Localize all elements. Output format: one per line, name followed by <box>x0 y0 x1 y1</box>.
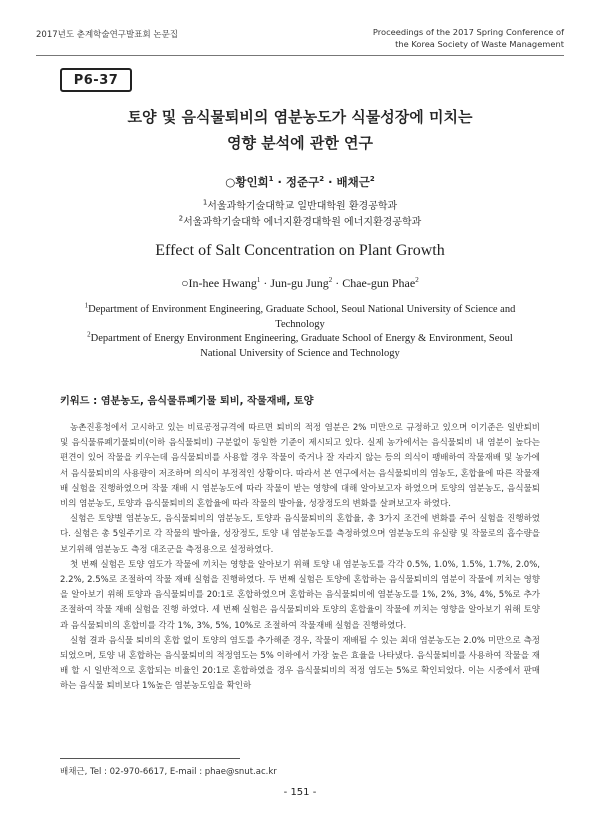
korean-authors <box>0 174 600 190</box>
korean-title-line2: 영향 분석에 관한 연구 <box>226 134 374 152</box>
author-affil-mark: 2 <box>319 175 325 184</box>
footnote-divider <box>60 758 240 759</box>
affil-text: 서울과학기술대학 에너지환경대학원 에너지환경공학과 <box>183 217 422 228</box>
corresponding-author-footnote: 배채근, Tel : 02-970-6617, E-mail : phae@snut.ac.kr <box>60 767 277 777</box>
body-paragraph: 농촌진흥청에서 고시하고 있는 비료공정규격에 따르면 퇴비의 적정 염분은 2% 미만으로 규정하고 있으며 이기준은 일반퇴비 및 음식물류폐기물퇴비(이하 음식물퇴비) 구분없이 동일한 기준이 제시되고 있다. 실제 농가에서는 음식물퇴비 내 염분이 높다는 편견이 있어 작물을 키우는데 음식물퇴비를 사용할 경우 작물이 죽거나 잘 자라지 않는 등의 의식이 팽배하여 작물재배 및 농가에서 음식물퇴비의 사용량이 저조하며 의식이 부정적인 상황이다. 따라서 본 연구에서는 음식물퇴비의 염농도, 혼합율에 따른 작물재배 실험을 진행하였으며 작물 재배 시 염분농도에 따라 작물이 받는 영향에 대해 알아보고자 하였으며 토양의 염분농도, 음식물퇴비의 염분농도, 토양과 음식물퇴비의 혼합율에 따라 작물의 발아율, 성장정도의 변화를 살펴보고자 하였다. <box>60 423 540 510</box>
korean-title-line1: 토양 및 음식물퇴비의 염분농도가 식물성장에 미치는 <box>127 108 473 126</box>
english-authors <box>0 276 600 291</box>
body-paragraph: 실험은 토양별 염분농도, 음식물퇴비의 염분농도, 토양과 음식물퇴비의 혼합율, 총 3가지 조건에 변화를 주어 실험을 진행하였다. 실험은 총 5일주기로 각 작물의 발아율, 성장정도, 토양 내 염분농도를 측정하였으며 염분농도의 유실량 및 작물로의 흡수량을 보기위해 염분농도 측정 대조군을 측정용으로 설정하였다. <box>60 514 540 555</box>
author-name: · Jun-gu Jung <box>260 276 329 290</box>
running-header-right-line1: Proceedings of the 2017 Spring Conference of <box>372 27 564 37</box>
affil-mark: 1 <box>84 301 89 310</box>
author-affil-mark: 1 <box>256 276 261 284</box>
author-name: · Chae-gun Phae <box>332 276 416 290</box>
author-affil-mark: 1 <box>268 175 274 184</box>
author-name: ○황인희 <box>225 175 269 189</box>
english-title: Effect of Salt Concentration on Plant Growth <box>155 242 445 259</box>
running-header-right <box>373 26 564 50</box>
header-divider <box>36 55 564 56</box>
body-paragraph: 첫 번째 실험은 토양 염도가 작물에 끼치는 영향을 알아보기 위해 토양 내 염분농도를 각각 0.5%, 1.0%, 1.5%, 1.7%, 2.0%, 2.2%, 2.5%로 조절하여 작물 재배 실험을 진행하였다. 두 번째 실험은 토양에 혼합하는 음식물퇴비의 염분이 작물에 끼치는 영향을 알아보기 위해 토양과 음식물퇴비를 20:1로 혼합하였으며 혼합하는 음식물퇴비에 염분농도를 1%, 2%, 3%, 4%, 5%로 추가 조절하여 작물 재배 실험을 진행 하였다. 세 번째 실험은 음식물퇴비와 토양의 혼합율이 작물에 끼치는 영향을 알아보기 위해 토양과 음식물퇴비의 혼합비를 각각 1%, 3%, 5%, 10%로 조절하여 작물재배 실험을 진행하였다. <box>60 559 540 631</box>
page-number: - 151 - <box>283 787 317 798</box>
author-affil-mark: 2 <box>415 276 419 284</box>
affil-text: Department of Environment Engineering, Graduate School, Seoul National University of Science and Technology <box>88 304 516 330</box>
author-affil-mark: 2 <box>328 276 333 284</box>
author-name: ○In-hee Hwang <box>181 276 257 290</box>
body-paragraph: 실험 결과 음식물 퇴비의 혼합 없이 토양의 염도를 추가해준 경우, 작물이 재배될 수 있는 최대 염분농도는 2.0% 미만으로 측정되었으며, 토양 내 혼합하는 음식물퇴비의 적정염도는 5% 이하에서 가장 높은 효율을 나타냈다. 음식물퇴비를 사용하여 작물을 재배 할 시 일반적으로 혼합되는 비율인 20:1로 혼합하였을 경우 음식물퇴비의 적정 염도는 5%로 확인되었다. 이는 시중에서 판매하는 음식물 퇴비보다 1%높은 염분농도임을 확인하 <box>60 635 540 692</box>
abstract-body <box>60 421 540 695</box>
affil-mark: 2 <box>178 214 184 223</box>
affil-mark: 2 <box>87 330 91 339</box>
korean-affiliation-1 <box>0 197 600 212</box>
english-affiliation-2 <box>80 331 520 361</box>
author-name: · 배채근 <box>324 175 370 189</box>
paper-code-badge: P6-37 <box>60 68 132 92</box>
author-name: · 정준구 <box>273 175 320 189</box>
running-header-left: 2017년도 춘계학술연구발표회 논문집 <box>36 30 178 40</box>
korean-affiliation-2 <box>0 213 600 228</box>
affil-text: 서울과학기술대학교 일반대학원 환경공학과 <box>207 201 398 212</box>
english-affiliation-1 <box>80 302 520 332</box>
affil-mark: 1 <box>202 198 208 207</box>
running-header-right-line2: the Korea Society of Waste Management <box>395 39 564 49</box>
author-affil-mark: 2 <box>369 175 375 184</box>
affil-text: Department of Energy Environment Engineering, Graduate School of Energy & Environment, Seoul National University of Science and Technology <box>90 333 513 359</box>
keywords: 키워드 : 염분농도, 음식물류폐기물 퇴비, 작물재배, 토양 <box>60 396 314 407</box>
